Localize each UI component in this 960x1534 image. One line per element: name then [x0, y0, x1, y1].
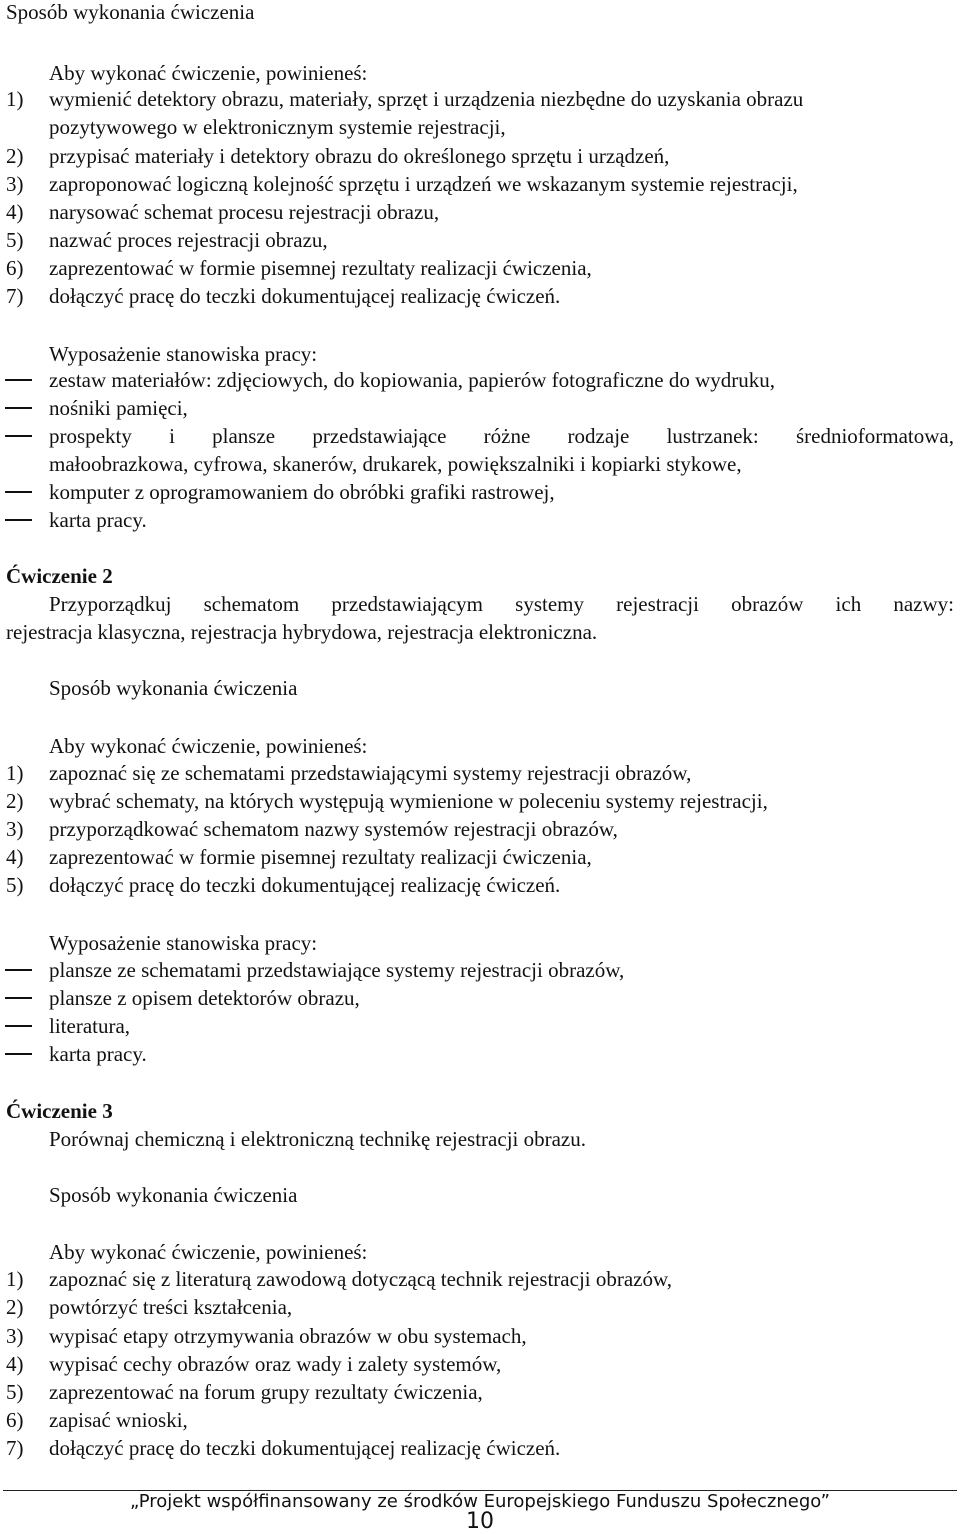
list-number: 6) [6, 1408, 24, 1432]
list-text: zaproponować logiczną kolejność sprzętu i urządzeń we wskazanym systemie rejestracji, [49, 172, 798, 196]
list-item [0, 787, 960, 815]
steps-intro: Aby wykonać ćwiczenie, powinieneś: [49, 1240, 368, 1264]
list-text: zapisać wnioski, [49, 1408, 188, 1432]
list-number: 5) [6, 873, 24, 897]
bullet-item [0, 422, 960, 450]
list-text: przyporządkować schematom nazwy systemów rejestracji obrazów, [49, 817, 618, 841]
list-item [0, 1322, 960, 1350]
list-item [0, 85, 960, 113]
dash-bullet-icon [5, 491, 32, 493]
list-number: 5) [6, 228, 24, 252]
bullet-continuation [0, 450, 960, 478]
list-text: przypisać materiały i detektory obrazu do określonego sprzętu i urządzeń, [49, 144, 670, 168]
list-item [0, 282, 960, 310]
list-item [0, 170, 960, 198]
bullet-item [0, 478, 960, 506]
list-number: 7) [6, 1436, 24, 1460]
list-item [0, 843, 960, 871]
steps-intro: Aby wykonać ćwiczenie, powinieneś: [49, 734, 368, 758]
dash-bullet-icon [5, 379, 32, 381]
bullet-text: karta pracy. [49, 508, 147, 532]
list-number: 2) [6, 789, 24, 813]
list-text: wybrać schematy, na których występują wymienione w poleceniu systemy rejestracji, [49, 789, 768, 813]
list-text: wypisać cechy obrazów oraz wady i zalety systemów, [49, 1352, 502, 1376]
list-item [0, 1265, 960, 1293]
list-number: 1) [6, 761, 24, 785]
bullet-text: małoobrazkowa, cyfrowa, skanerów, drukarek, powiększalniki i kopiarki stykowe, [49, 452, 742, 476]
list-item [0, 113, 960, 141]
bullet-item [0, 366, 960, 394]
list-item [0, 1350, 960, 1378]
list-number: 4) [6, 200, 24, 224]
list-item [0, 198, 960, 226]
list-text: zapoznać się ze schematami przedstawiającymi systemy rejestracji obrazów, [49, 761, 692, 785]
list-number: 7) [6, 284, 24, 308]
list-number: 3) [6, 817, 24, 841]
bullet-text: plansze z opisem detektorów obrazu, [49, 986, 360, 1010]
bullet-text: komputer z oprogramowaniem do obróbki grafiki rastrowej, [49, 480, 555, 504]
list-number: 4) [6, 845, 24, 869]
list-text: narysować schemat procesu rejestracji obrazu, [49, 200, 440, 224]
exercise-2-description: Przyporządkuj schematom przedstawiającym systemy rejestracji obrazów ich nazwy: [49, 592, 954, 616]
bullet-text: literatura, [49, 1014, 131, 1038]
dash-bullet-icon [5, 997, 32, 999]
list-text: nazwać proces rejestracji obrazu, [49, 228, 328, 252]
list-item [0, 1406, 960, 1434]
equipment-heading: Wyposażenie stanowiska pracy: [49, 931, 318, 955]
bullet-text: nośniki pamięci, [49, 396, 188, 420]
list-number: 3) [6, 1324, 24, 1348]
list-item [0, 1434, 960, 1462]
list-item [0, 759, 960, 787]
list-number: 2) [6, 144, 24, 168]
bullet-item [0, 1012, 960, 1040]
list-text: dołączyć pracę do teczki dokumentującej realizację ćwiczeń. [49, 284, 561, 308]
exercise-2-title: Ćwiczenie 2 [6, 564, 113, 588]
dash-bullet-icon [5, 435, 32, 437]
bullet-text: zestaw materiałów: zdjęciowych, do kopiowania, papierów fotograficzne do wydruku, [49, 368, 775, 392]
list-text: wypisać etapy otrzymywania obrazów w obu systemach, [49, 1324, 527, 1348]
list-number: 3) [6, 172, 24, 196]
dash-bullet-icon [5, 969, 32, 971]
list-item [0, 1378, 960, 1406]
list-item [0, 1293, 960, 1321]
list-text: wymienić detektory obrazu, materiały, sprzęt i urządzenia niezbędne do uzyskania obrazu [49, 87, 804, 111]
method-heading: Sposób wykonania ćwiczenia [6, 0, 255, 24]
bullet-item [0, 394, 960, 422]
method-heading: Sposób wykonania ćwiczenia [49, 1183, 298, 1207]
list-text: dołączyć pracę do teczki dokumentującej realizację ćwiczeń. [49, 1436, 561, 1460]
bullet-item [0, 984, 960, 1012]
list-item [0, 226, 960, 254]
steps-intro: Aby wykonać ćwiczenie, powinieneś: [49, 61, 368, 85]
page-number: 10 [466, 1509, 494, 1534]
list-number: 1) [6, 1267, 24, 1291]
list-text: pozytywowego w elektronicznym systemie rejestracji, [49, 115, 506, 139]
list-number: 4) [6, 1352, 24, 1376]
footer-note: „Projekt współfinansowany ze środków Europejskiego Funduszu Społecznego” [130, 1491, 830, 1512]
method-heading: Sposób wykonania ćwiczenia [49, 676, 298, 700]
bullet-text: prospekty i plansze przedstawiające różne rodzaje lustrzanek: średnioformatowa, [49, 424, 954, 448]
list-text: powtórzyć treści kształcenia, [49, 1295, 293, 1319]
list-number: 6) [6, 256, 24, 280]
bullet-text: plansze ze schematami przedstawiające systemy rejestracji obrazów, [49, 958, 625, 982]
dash-bullet-icon [5, 519, 32, 521]
bullet-item [0, 1040, 960, 1068]
bullet-item [0, 956, 960, 984]
list-item [0, 254, 960, 282]
list-item [0, 871, 960, 899]
list-text: dołączyć pracę do teczki dokumentującej realizację ćwiczeń. [49, 873, 561, 897]
equipment-heading: Wyposażenie stanowiska pracy: [49, 342, 318, 366]
list-number: 2) [6, 1295, 24, 1319]
list-item [0, 142, 960, 170]
list-text: zapoznać się z literaturą zawodową dotyczącą technik rejestracji obrazów, [49, 1267, 673, 1291]
bullet-item [0, 506, 960, 534]
list-text: zaprezentować w formie pisemnej rezultaty realizacji ćwiczenia, [49, 256, 592, 280]
list-number: 1) [6, 87, 24, 111]
dash-bullet-icon [5, 407, 32, 409]
list-text: zaprezentować w formie pisemnej rezultaty realizacji ćwiczenia, [49, 845, 592, 869]
exercise-3-description: Porównaj chemiczną i elektroniczną technikę rejestracji obrazu. [49, 1127, 586, 1151]
exercise-3-title: Ćwiczenie 3 [6, 1099, 113, 1123]
exercise-2-description-cont: rejestracja klasyczna, rejestracja hybrydowa, rejestracja elektroniczna. [6, 620, 598, 644]
list-number: 5) [6, 1380, 24, 1404]
list-text: zaprezentować na forum grupy rezultaty ćwiczenia, [49, 1380, 483, 1404]
dash-bullet-icon [5, 1053, 32, 1055]
dash-bullet-icon [5, 1025, 32, 1027]
list-item [0, 815, 960, 843]
bullet-text: karta pracy. [49, 1042, 147, 1066]
